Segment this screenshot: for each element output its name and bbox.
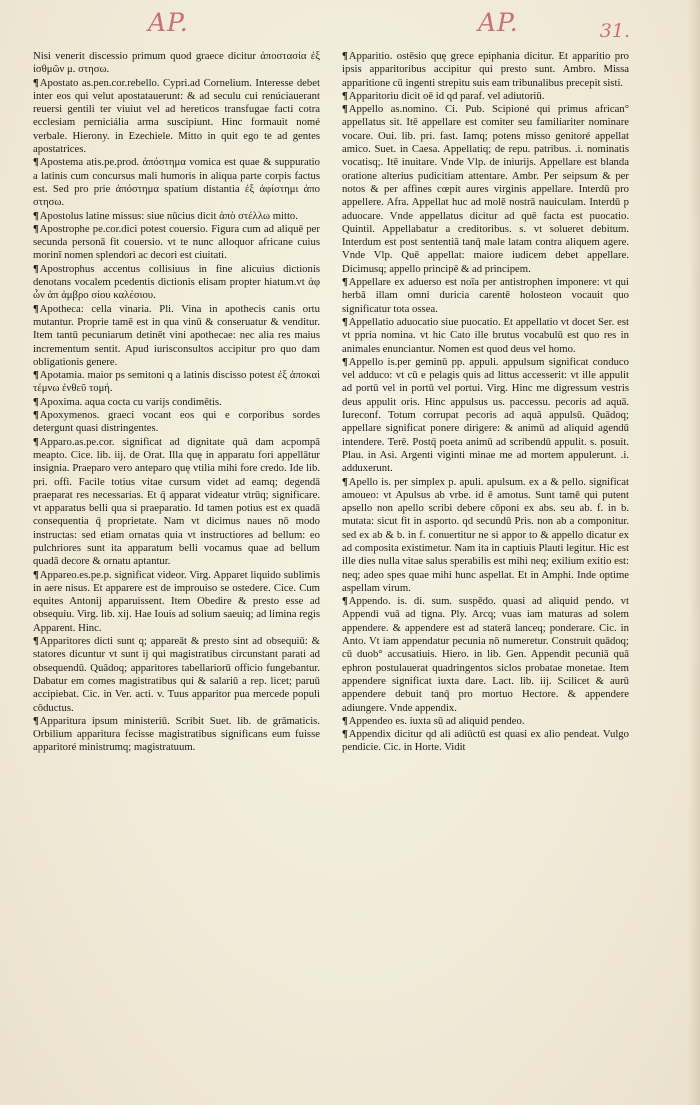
entry-text: Appendix dicitur qd ali adiūctū est quasi ex alio pendeat. Vulgo pendicie. Cic. in Horte. Vidit <box>342 728 629 754</box>
dictionary-entry <box>342 595 629 715</box>
entry-text: Apparo.as.pe.cor. significat ad dignitate quā dam acpompā meapto. Cice. lib. iij. de Orat. Illa quę in apparatu fori appellātur insignia. Praeparo vero anteparo quę vtilia mihi fore credo. Ide lib. pri. offi. Facile totius vitae cursum videt ad eamq; degendā praeparat res necessarias. Et q̄ apparat videatur vtrūq; significare. vt apparatus belli qua si praeparatio. Id tamen potius est ex quadā consequentia q̄ proprietate. Nam vt dicimus naues nō modo instructas: sed etiam ornatas quia vt instructiores ad bellum: eo pulchriores sunt ita apparatum belli vocamus quae ad bellum quadā decore & ornatu aptantur. <box>33 435 320 568</box>
entry-text: Apostema atis.pe.prod. ἀπόστημα vomica est quae & suppuratio a latinis cum concursus mali humoris in aliqua parte corpis factus est. Sed pro prie ἀπόστημα spatium distantia ἐξ ἀφίστημι ἀπο στησω. <box>33 156 320 209</box>
dictionary-entry <box>342 476 629 596</box>
dictionary-entry <box>342 50 629 90</box>
pilcrow-icon: ¶ <box>342 315 348 328</box>
pilcrow-icon: ¶ <box>342 595 348 608</box>
pilcrow-icon: ¶ <box>33 302 39 315</box>
dictionary-entry <box>342 90 629 103</box>
entry-text: Apotamia. maior ps semitoni q a latinis discisso potest ἐξ ἀποκαὶ τέμνω ἐνθεῦ τομή. <box>33 369 320 395</box>
entry-text: Apostrophus accentus collisiuus in fine alicuius dictionis denotans vocalem pcedentis dictionis elisam propter hiatum.vt ἀφ ὧν ἀπ ἀμβρο σίου καλέσιου. <box>33 262 320 302</box>
entry-text: Apoxima. aqua cocta cu varijs condimētis. <box>39 395 222 408</box>
dictionary-entry <box>33 156 320 209</box>
pilcrow-icon: ¶ <box>342 50 348 62</box>
dictionary-entry <box>33 210 320 223</box>
pilcrow-icon: ¶ <box>342 276 348 289</box>
pilcrow-icon: ¶ <box>342 475 348 488</box>
dictionary-entry <box>33 409 320 436</box>
dictionary-entry <box>342 356 629 476</box>
right-column <box>342 50 629 1050</box>
entry-text: Apoxymenos. graeci vocant eos qui e corporibus sordes detergunt quasi distringentes. <box>33 409 320 435</box>
dictionary-entry <box>342 715 629 728</box>
pilcrow-icon: ¶ <box>33 714 39 727</box>
entry-text: Apparitio. ostēsio quę grece epiphania dicitur. Et apparitio pro ipsis apparitoribus accipitur qui presto sunt. Ambro. Missa apparitione cū ingenti strepitu suis eam tribunalibus precepit sisti. <box>342 50 629 89</box>
pilcrow-icon: ¶ <box>342 355 348 368</box>
entry-text: Nisi venerit discessio primum quod graece dicitur ἀποστασία ἐξ ἰσθμῶν μ. στησω. <box>33 50 320 76</box>
pilcrow-icon: ¶ <box>33 222 39 235</box>
entry-text: Apostato as.pen.cor.rebello. Cypri.ad Cornelium. Interesse debet inter eos qui velut apostatauerunt: & ad seculu cui renúciauerant reuersi gentili ter viuiut vel ad hereticos transfugae facti cotra ecclesiam perniciália arma suscipiunt. Hinc formauit nomé verbale. Hierony. in Ezechiele. Mitto in quit ego te ad gentes apostatrices. <box>33 76 320 156</box>
pilcrow-icon: ¶ <box>33 409 39 422</box>
entry-text: Apparitores dicti sunt q; appareāt & presto sint ad obsequiū: & statores dicuntur vt sunt ij qui magistratibus circunstant parati ad obsequendū. Quādoq; apparitores tabellariorū officio fungebantur. Dabatur em comes magistratibus qui & salariū a rep. licet; paruū accipiebat. Cic. in Ver. acti. v. Tuus apparitor pua mercede populi cōductus. <box>33 635 320 714</box>
dictionary-entry <box>342 316 629 356</box>
pilcrow-icon: ¶ <box>342 714 348 727</box>
dictionary-entry <box>33 396 320 409</box>
dictionary-entry <box>342 276 629 316</box>
pilcrow-icon: ¶ <box>33 395 39 408</box>
dictionary-entry <box>33 303 320 369</box>
entry-text: Apostolus latine missus: siue nūcius dicit ἀπὸ στέλλω mitto. <box>39 209 298 222</box>
pilcrow-icon: ¶ <box>33 369 39 382</box>
dictionary-entry <box>342 103 629 276</box>
entry-text: Apparitoriu dicit oē id qd paraf. vel adiutoriū. <box>348 89 545 102</box>
dictionary-entry <box>33 369 320 396</box>
pilcrow-icon: ¶ <box>33 568 39 581</box>
entry-text: Apello is. per simplex p. apuli. apulsum. ex a & pello. significat amoueo: vt Apulsus ab vrbe. id ē amotus. Sunt tamē qui putent apsello non apello scribi debere cōponi ex abs. seu ab. f. in b. mutata: sicut fit in asporto. qd secundū Pris. non ab a componitur. sed ex ab & b. in f. conuertitur ne si appor to & appello dicatur ex ad composita existimetur. Nam ita in captiuis Plauti legitur. Hic est ille dies nulla vitae salus sperabilis est mihi neq; exilium exitio est: neq; adeo spes quae mihi hunc aspellat. Et in Amphi. Inde optime aspellam virum. <box>342 475 629 594</box>
entry-text: Appello is.per geminū pp. appuli. appulsum significat conduco vel adduco: vt cū e pelagis quis ad littus accesserit: vt ille appulit ad portū vel in portū vel portui. Virg. Hinc me digressum vestris deus appulit oris. Hinc appulsus us. paccessu. pecoris ad aquā. Iureconf. Totum corrupat pecoris ad aquā appulsū. Quādoq; appellare significat ponere dirigere: & animū ad aliquid agendū intendere. Terē. Postq̄ poeta animū ad scribendū appulit. s. posuit. Plau. in Asi. Argenti viginti minae me ad mortem appulerunt. .i. adduxerunt. <box>342 355 629 475</box>
pilcrow-icon: ¶ <box>33 156 39 169</box>
folio-number: 31. <box>599 20 630 42</box>
pilcrow-icon: ¶ <box>33 209 39 222</box>
pilcrow-icon: ¶ <box>33 435 39 448</box>
dictionary-entry <box>342 728 629 755</box>
pilcrow-icon: ¶ <box>33 262 39 275</box>
dictionary-entry <box>33 436 320 569</box>
entry-text: Apostrophe pe.cor.dici potest couersio. Figura cum ad aliquē per secunda personā fit couersio. vt te nunc alloquor africane cuius morinī nomen splendori ac decori est ciuitati. <box>33 222 320 262</box>
entry-text: Appellatio aduocatio siue puocatio. Et appellatio vt docet Ser. est vt ppria nomina. vt hic Cato ille brutus vocabulū est quo res in animales enunciantur. Nomen est quod deus vel homo. <box>342 315 629 355</box>
pilcrow-icon: ¶ <box>342 728 348 741</box>
page-edge-shadow <box>688 0 700 1105</box>
dictionary-entry <box>33 77 320 157</box>
dictionary-entry <box>33 263 320 303</box>
entry-text: Appendo. is. di. sum. suspēdo. quasi ad aliquid pendo. vt Appendi vuā ad tigna. Ply. Arcq; vuas iam maturas ad solem appendere. & appendere est ad staterā lanceq; ponderare. Cic. in Anto. Vt iam appendatur pecunia nō numeretur. Construit quādoq; cū duob° accusatiuis. Hiero. in lib. Gen. Appendit pecuniā quā ephron postulauerat quadringentos siclos probatae monetae. Item appendere significat iuxta dare. Lact. lib. iij. Scilicet & aurū appendere debuit tanq̄ pro mortuo Hectore. & appendere adiungere. Vnde appendix. <box>342 595 629 714</box>
pilcrow-icon: ¶ <box>33 76 39 89</box>
dictionary-entry <box>33 50 320 77</box>
running-head-center: AP. <box>478 8 519 37</box>
entry-text: Appareo.es.pe.p. significat videor. Virg. Apparet liquido sublimis in aere nisus. Et apparere est de improuiso se ostedere. Cice. Cum equites Antonij apparuissent. Item Obedire & presto esse ad obsequiu. Virg. lib. xij. Hae Iouis ad solium saeuiq; ad limina regis Apparent. Hinc. <box>33 568 320 634</box>
running-head-left: AP. <box>148 8 189 37</box>
dictionary-entry <box>33 223 320 263</box>
dictionary-entry <box>33 569 320 635</box>
dictionary-entry <box>33 715 320 755</box>
dictionary-entry <box>33 635 320 715</box>
pilcrow-icon: ¶ <box>33 635 39 648</box>
left-column <box>33 50 320 1000</box>
entry-text: Apparitura ipsum ministeriū. Scribit Suet. lib. de grāmaticis. Orbilium apparitura fecisse magistratibus significans eum fuisse apparitoré ministrumq; magistratuum. <box>33 714 320 754</box>
pilcrow-icon: ¶ <box>342 103 348 116</box>
entry-text: Appendeo es. iuxta sū ad aliquid pendeo. <box>348 714 525 727</box>
entry-text: Appellare ex aduerso est noīa per antistrophen imponere: vt qui herbā illam omni duricia carentē holosteon vocauit quo significatur tota ossea. <box>342 276 629 315</box>
entry-text: Appello as.nomino. Ci. Pub. Scipioné qui primus african° appellatus sit. Itē appellare est comiter seu familiariter nominare vocare. Oui. lib. pri. fast. Iamq; potens misso genitoré appellat amico. Suet. in Caesa. Appellatiq; de repu. patribus. .i. nominatis vocatisq;. Itē inuitare. Vnde Vlp. de iniurijs. Appellare est blanda oratione alterius pudicitiam attentare. Ambr. Per seipsum & per notos & per affines cœpit aures virginis appellare. Interdū pro appellere. Afra. Appellat huc ad molē nostrā nauiculam. Interdū p aduocare. Vnde appellatus dicitur ad quē facta est puocatio. Quintil. Appellabatur a creditoribus. s. vt solueret debitum. Interdum est post sententiā tanq̄ male latam contra aliquem agere. Vnde Vlp. Quē appellat: maiore iudicem debet appellare. Dicimusq; appello principē & ad principem. <box>342 103 629 275</box>
entry-text: Apotheca: cella vinaria. Pli. Vina in apothecis canis ortu mutantur. Proprie tamē est in qua vinū & conseruatur & venditur. Item tantū pecuniarum detinēt vini apothecae: nec alia res maius incrementum sentit. Apud iurisconsultos accipitur pro quo dam obligationis genere. <box>33 302 320 368</box>
pilcrow-icon: ¶ <box>342 89 348 102</box>
